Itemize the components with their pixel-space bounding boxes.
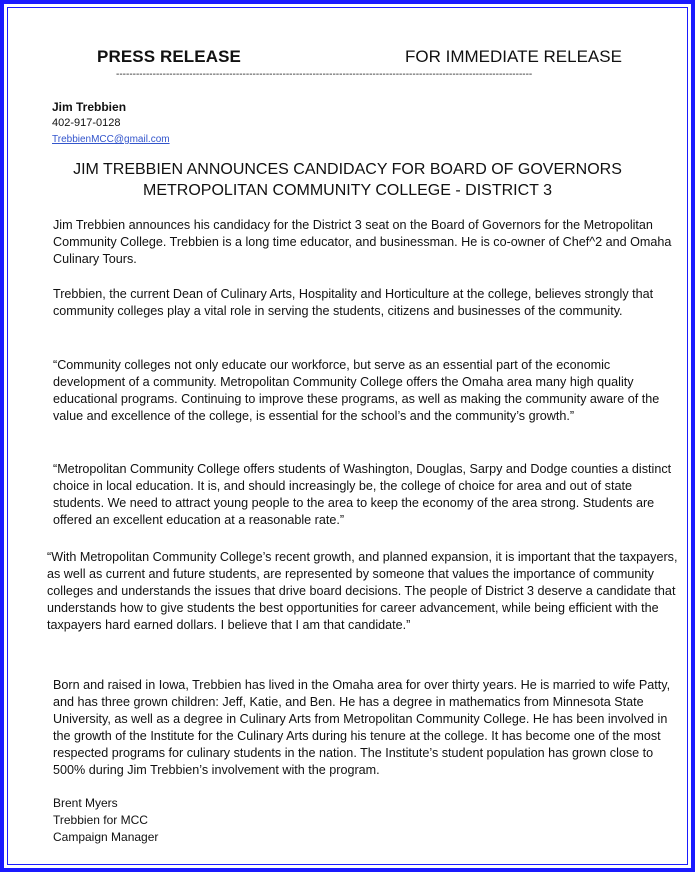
- contact-block: [52, 99, 170, 148]
- headline-line-1: JIM TREBBIEN ANNOUNCES CANDIDACY FOR BOARD OF GOVERNORS: [73, 161, 622, 178]
- signature-block: [53, 795, 158, 846]
- contact-email-link[interactable]: TrebbienMCC@gmail.com: [52, 134, 170, 145]
- body-paragraph: “With Metropolitan Community College’s recent growth, and planned expansion, it is important that the taxpayers, as well as current and future students, are represented by someone that values the importance of community colleges and understands the issues that drive board decisions. The people of District 3 deserve a candidate that understands how to give students the best opportunities for career advancement, while being efficient with the taxpayers hard earned dollars. I believe that I am that candidate.”: [47, 550, 678, 632]
- body-paragraph: Jim Trebbien announces his candidacy for the District 3 seat on the Board of Governors for the Metropolitan Community College. Trebbien is a long time educator, and businessman. He is co-owner of Chef^2 and Omaha Culinary Tours.: [53, 218, 672, 266]
- body-paragraph: “Metropolitan Community College offers students of Washington, Douglas, Sarpy and Dodge counties a distinct choice in local education. It is, and should increasingly be, the college of choice for area and out of state students. We need to attract young people to the area to keep the economy of the area strong. Students are offered an excellent education at a reasonable rate.”: [53, 462, 672, 527]
- contact-name: Jim Trebbien: [52, 100, 127, 114]
- immediate-release-label: FOR IMMEDIATE RELEASE: [405, 47, 622, 66]
- press-release-label: PRESS RELEASE: [97, 47, 241, 66]
- body-paragraph: Born and raised in Iowa, Trebbien has lived in the Omaha area for over thirty years. He is married to wife Patty, and has three grown children: Jeff, Katie, and Ben. He has a degree in mathematics from Minnesota State University, as well as a degree in Culinary Arts from Metropolitan Community College. He has been involved in the growth of the Institute for the Culinary Arts during his tenure at the college. It has become one of the most respected programs for culinary students in the nation. The Institute’s student population has grown close to 500% during Jim Trebbien’s involvement with the program.: [53, 678, 671, 777]
- body-paragraph: “Community colleges not only educate our workforce, but serve as an essential part of the economic development of a community. Metropolitan Community College offers the Omaha area many high quality educational programs. Continuing to improve these programs, as well as making the community aware of the value and excellence of the college, is essential for the school’s and the community’s growth.”: [53, 358, 660, 423]
- headline-line-2: METROPOLITAN COMMUNITY COLLEGE - DISTRICT 3: [143, 182, 552, 199]
- body-paragraph: Trebbien, the current Dean of Culinary Arts, Hospitality and Horticulture at the college, believes strongly that community colleges play a vital role in serving the students, citizens and businesses of the community.: [53, 287, 654, 318]
- signature-name: Brent Myers: [53, 796, 118, 810]
- signature-title: Campaign Manager: [53, 830, 159, 844]
- dashed-divider: -----------------------------------------------------------------------------------------------------------------------------: [116, 70, 533, 80]
- signature-organization: Trebbien for MCC: [53, 813, 148, 827]
- contact-phone: 402-917-0128: [52, 117, 121, 129]
